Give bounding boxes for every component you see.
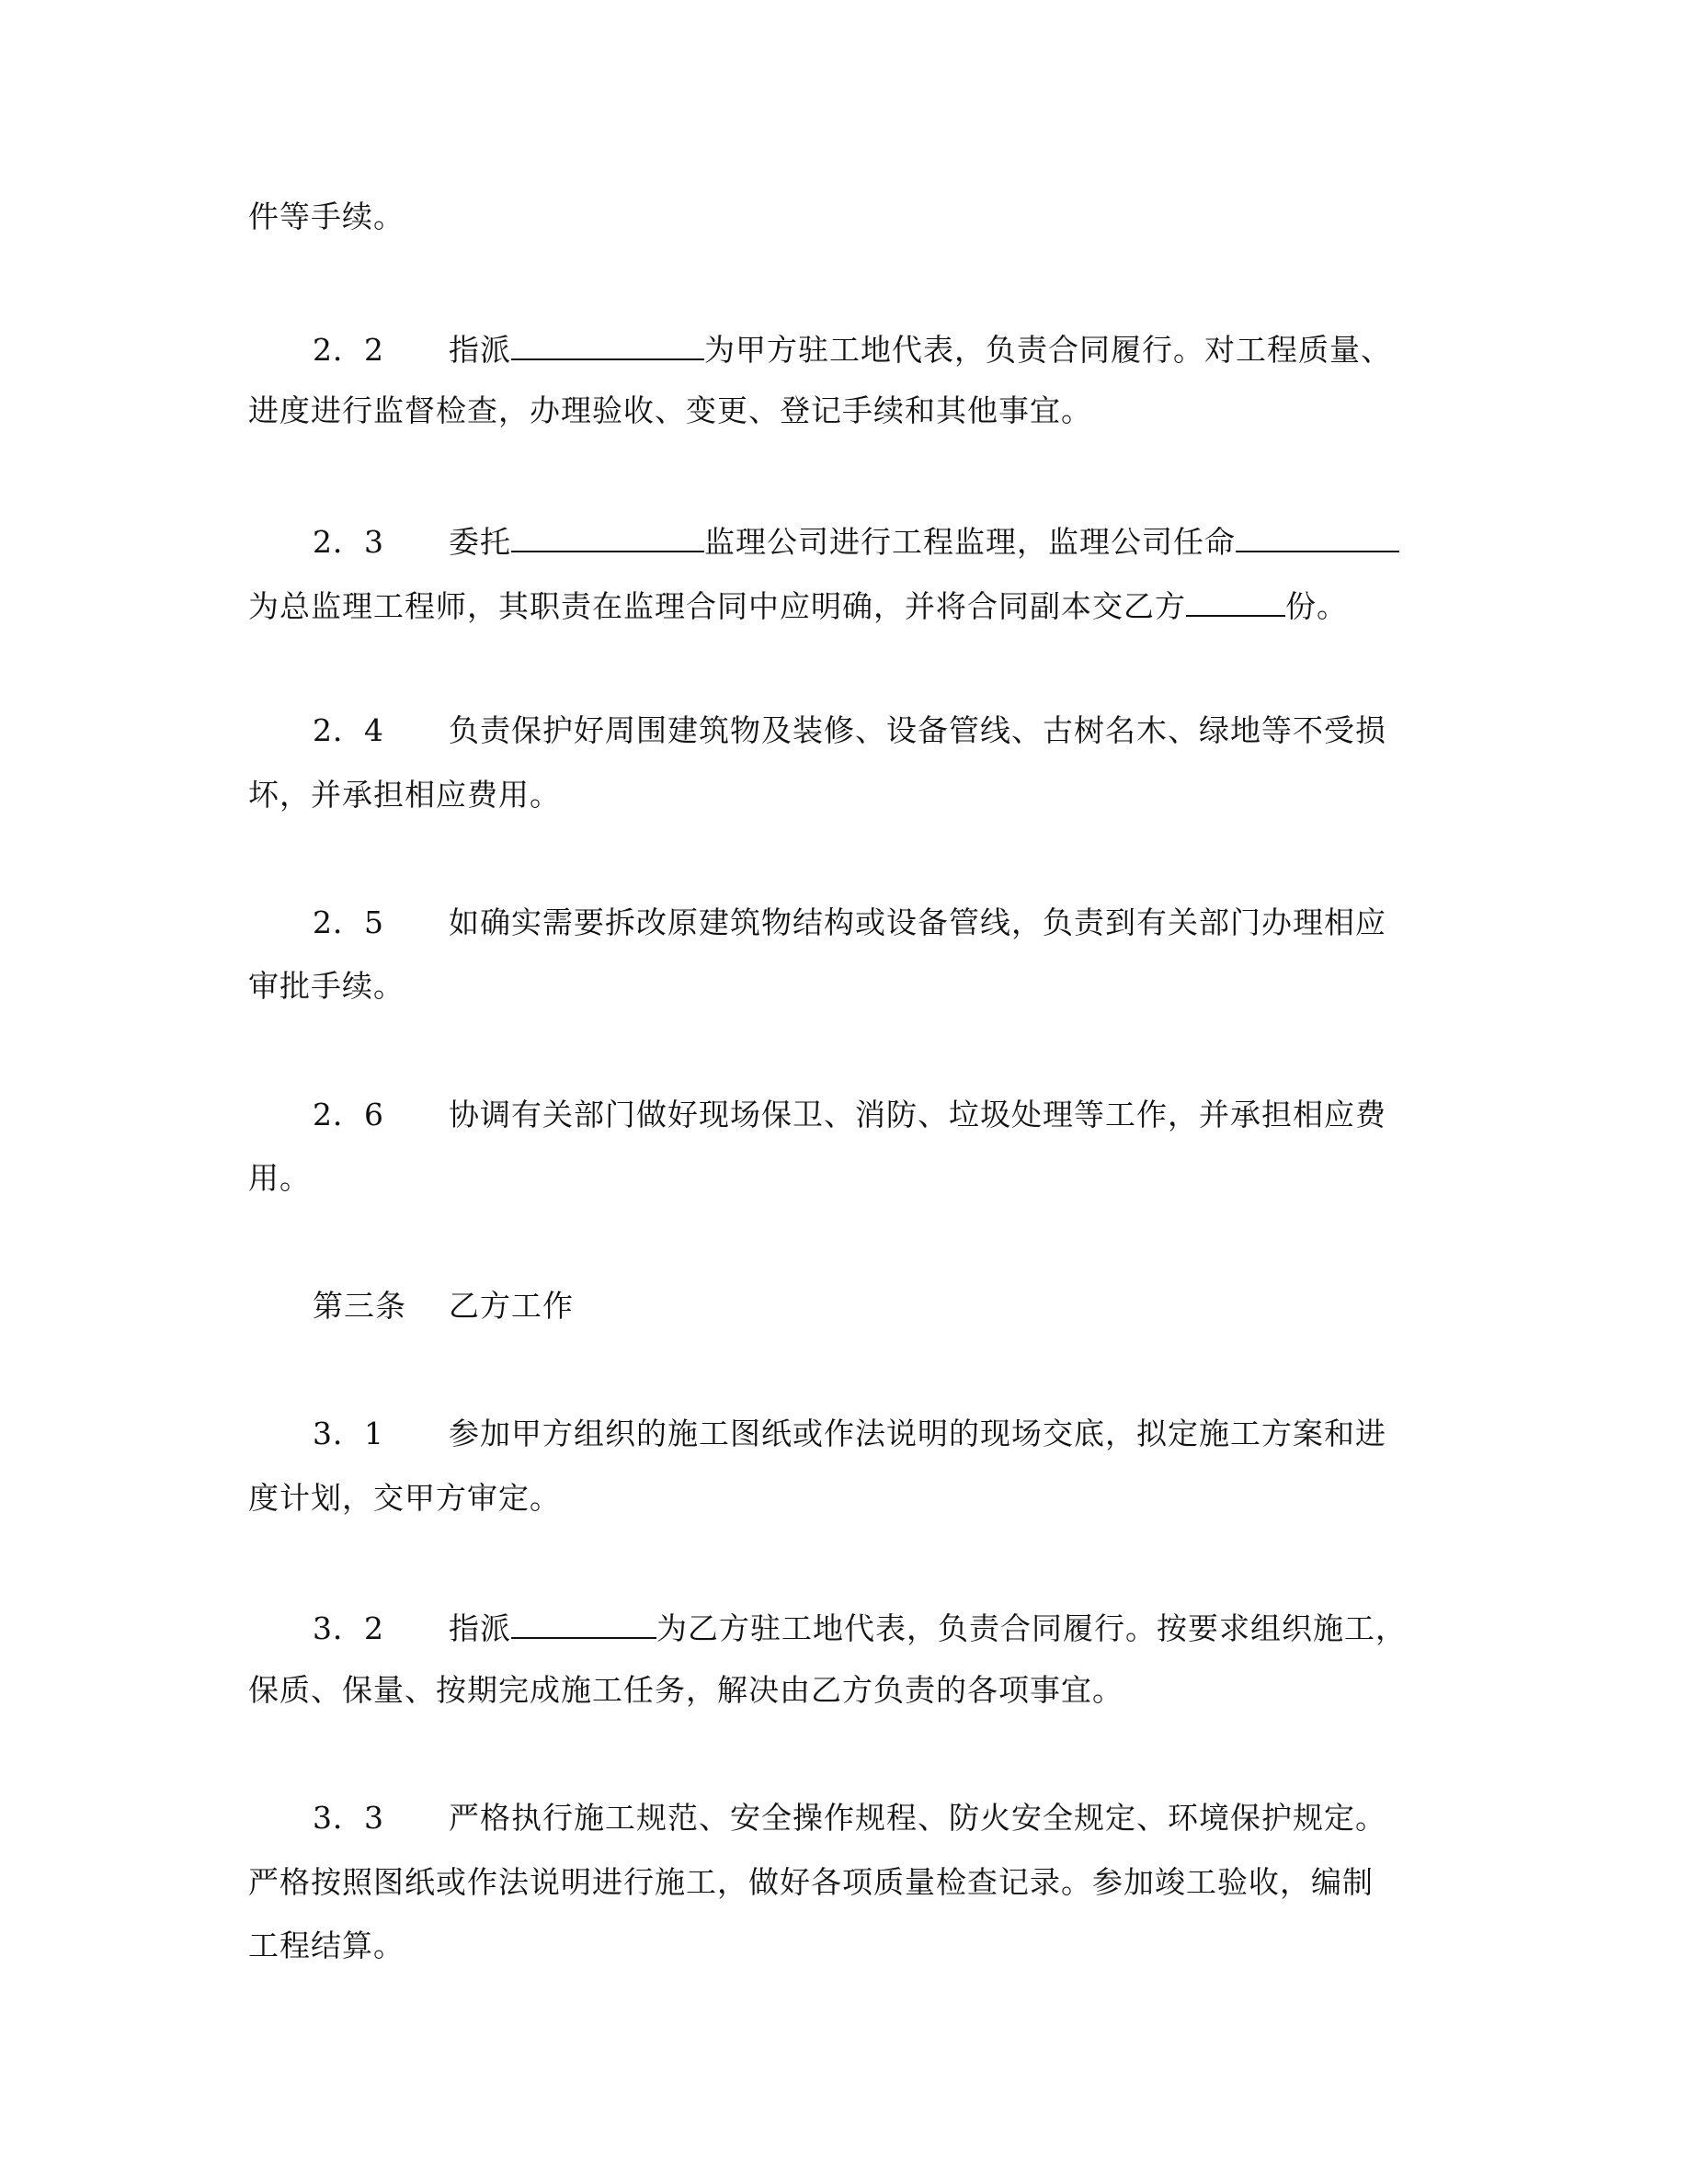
paragraph-2-3: [313, 521, 1399, 561]
paragraph-2-6: [313, 1097, 1386, 1133]
paragraph-2-2: [313, 329, 1392, 369]
paragraph-3-3-line3: 工程结算。: [248, 1928, 405, 1963]
clause-number: 2．2: [313, 332, 384, 368]
article-3-heading: [313, 1288, 574, 1325]
paragraph-3-3-line2: 严格按照图纸或作法说明进行施工，做好各项质量检查记录。参加竣工验收，编制: [248, 1864, 1374, 1900]
clause-text: 指派: [449, 332, 511, 368]
paragraph-2-3-line2: [248, 586, 1348, 625]
paragraph-2-6-line2: 用。: [248, 1160, 311, 1196]
clause-text: 负责保护好周围建筑物及装修、设备管线、古树名木、绿地等不受损: [449, 712, 1386, 748]
paragraph-2-1-tail: 件等手续。: [248, 199, 405, 234]
clause-text: 为乙方驻工地代表，负责合同履行。按要求组织施工，: [656, 1610, 1407, 1646]
fill-in-blank: [511, 329, 704, 360]
article-title: 乙方工作: [449, 1288, 574, 1324]
paragraph-2-5: [313, 904, 1386, 941]
clause-number: 3．1: [313, 1416, 384, 1451]
clause-number: 3．2: [313, 1610, 384, 1646]
fill-in-blank: [1186, 586, 1285, 617]
clause-text: 指派: [449, 1610, 511, 1646]
clause-text: 监理公司进行工程监理，监理公司任命: [704, 524, 1236, 560]
paragraph-3-2-line2: 保质、保量、按期完成施工任务，解决由乙方负责的各项事宜。: [248, 1672, 1123, 1708]
clause-text: 协调有关部门做好现场保卫、消防、垃圾处理等工作，并承担相应费: [449, 1097, 1386, 1132]
clause-number: 2．6: [313, 1097, 384, 1132]
fill-in-blank: [1236, 521, 1399, 552]
clause-text: 参加甲方组织的施工图纸或作法说明的现场交底，拟定施工方案和进: [449, 1416, 1386, 1451]
paragraph-2-4: [313, 712, 1386, 749]
paragraph-3-1: [313, 1416, 1386, 1452]
paragraph-2-5-line2: 审批手续。: [248, 968, 405, 1004]
clause-text: 为总监理工程师，其职责在监理合同中应明确，并将合同副本交乙方: [248, 588, 1186, 624]
paragraph-3-2: [313, 1608, 1407, 1647]
clause-number: 3．3: [313, 1800, 384, 1836]
clause-number: 2．4: [313, 712, 384, 748]
clause-text: 如确实需要拆改原建筑物结构或设备管线，负责到有关部门办理相应: [449, 904, 1386, 940]
fill-in-blank: [511, 1608, 656, 1639]
clause-number: 2．3: [313, 524, 384, 560]
clause-text: 委托: [449, 524, 511, 560]
paragraph-2-4-line2: 坏，并承担相应费用。: [248, 777, 561, 813]
paragraph-3-1-line2: 度计划，交甲方审定。: [248, 1480, 561, 1516]
fill-in-blank: [511, 521, 704, 552]
clause-text: 严格执行施工规范、安全操作规程、防火安全规定、环境保护规定。: [449, 1800, 1386, 1836]
paragraph-3-3: [313, 1800, 1386, 1837]
article-label: 第三条: [313, 1288, 406, 1324]
clause-number: 2．5: [313, 904, 384, 940]
clause-text: 为甲方驻工地代表，负责合同履行。对工程质量、: [704, 332, 1392, 368]
paragraph-2-2-line2: 进度进行监督检查，办理验收、变更、登记手续和其他事宜。: [248, 392, 1092, 428]
clause-text: 份。: [1285, 588, 1348, 624]
